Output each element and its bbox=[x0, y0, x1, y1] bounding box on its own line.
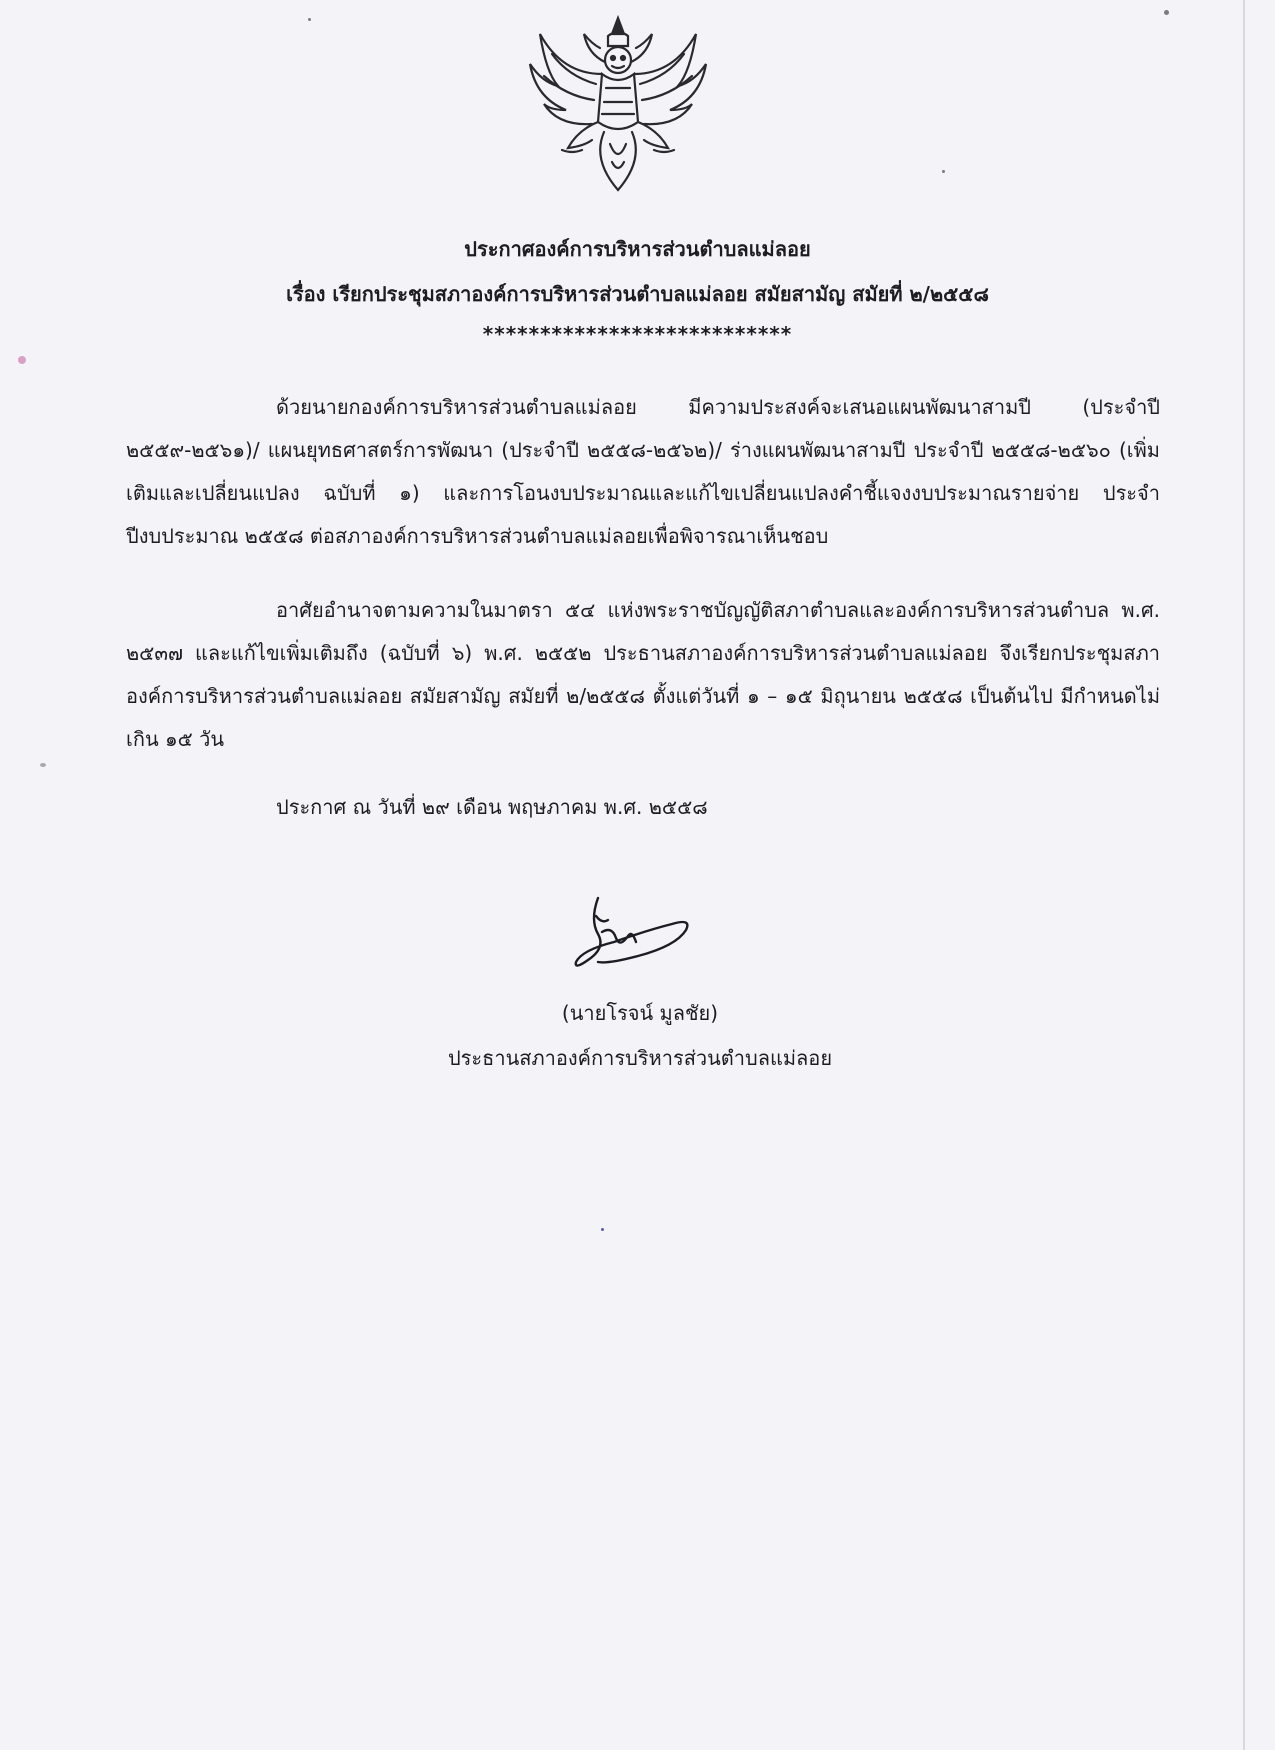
announcement-date: ประกาศ ณ วันที่ ๒๙ เดือน พฤษภาคม พ.ศ. ๒๕๕๘ bbox=[276, 795, 708, 819]
scan-speck bbox=[942, 170, 945, 173]
scan-speck bbox=[601, 1228, 604, 1231]
announcement-subject: เรื่อง เรียกประชุมสภาองค์การบริหารส่วนตำบลแม่ลอย สมัยสามัญ สมัยที่ ๒/๒๕๕๘ bbox=[286, 282, 989, 306]
body-paragraph-1: ด้วยนายกองค์การบริหารส่วนตำบลแม่ลอย มีความประสงค์จะเสนอแผนพัฒนาสามปี (ประจำปี ๒๕๕๙-๒๕๖๑)/ แผนยุทธศาสตร์การพัฒนา (ประจำปี ๒๕๕๘-๒๕๖๒)/ ร่างแผนพัฒนาสามปี ประจำปี ๒๕๕๘-๒๕๖๐ (เพิ่มเติมและเปลี่ยนแปลง ฉบับที่ ๑) และการโอนงบประมาณและแก้ไขเปลี่ยนแปลงคำชี้แจงงบประมาณรายจ่าย ประจำปีงบประมาณ ๒๕๕๘ ต่อสภาองค์การบริหารส่วนตำบลแม่ลอยเพื่อพิจารณาเห็นชอบ bbox=[126, 395, 1160, 548]
garuda-emblem-icon bbox=[522, 14, 714, 194]
scan-speck bbox=[1164, 10, 1169, 15]
signatory-name: (นายโรจน์ มูลชัย) bbox=[561, 1001, 719, 1025]
handwritten-signature bbox=[568, 890, 698, 975]
scan-speck bbox=[308, 18, 311, 21]
signatory-position: ประธานสภาองค์การบริหารส่วนตำบลแม่ลอย bbox=[447, 1046, 833, 1070]
title-separator: *************************** bbox=[482, 322, 793, 346]
page-edge bbox=[1243, 0, 1245, 1750]
body-paragraph-2: อาศัยอำนาจตามความในมาตรา ๕๔ แห่งพระราชบัญญัติสภาตำบลและองค์การบริหารส่วนตำบล พ.ศ. ๒๕๓๗ และแก้ไขเพิ่มเติมถึง (ฉบับที่ ๖) พ.ศ. ๒๕๕๒ ประธานสภาองค์การบริหารส่วนตำบลแม่ลอย จึงเรียกประชุมสภาองค์การบริหารส่วนตำบลแม่ลอย สมัยสามัญ สมัยที่ ๒/๒๕๕๘ ตั้งแต่วันที่ ๑ – ๑๕ มิถุนายน ๒๕๕๘ เป็นต้นไป มีกำหนดไม่เกิน ๑๕ วัน bbox=[126, 598, 1160, 751]
scan-speck bbox=[40, 763, 46, 767]
scan-speck bbox=[18, 356, 26, 364]
announcement-title: ประกาศองค์การบริหารส่วนตำบลแม่ลอย bbox=[464, 237, 811, 261]
